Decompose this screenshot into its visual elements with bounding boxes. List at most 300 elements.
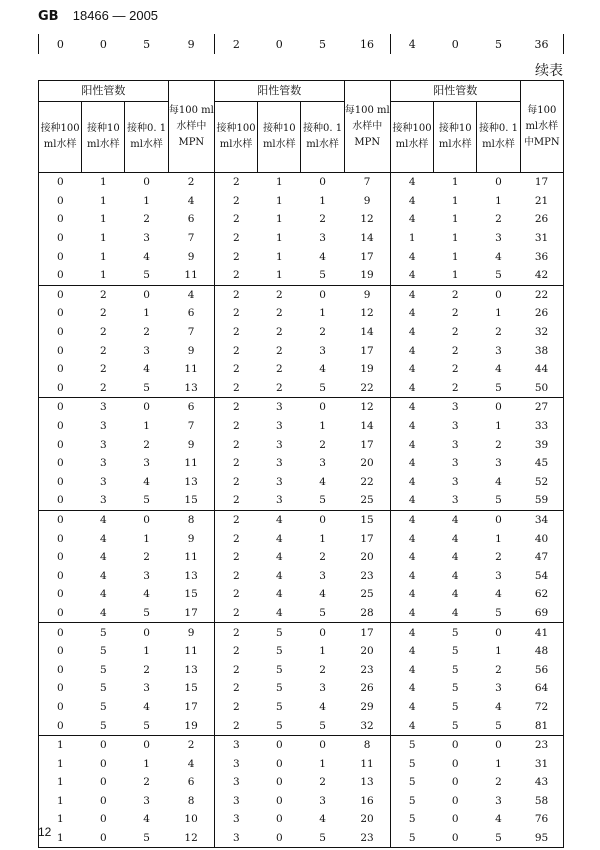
table-row <box>39 247 564 266</box>
table-cell: 6 <box>168 773 214 792</box>
table-cell: 2 <box>214 454 257 473</box>
table-cell: 3 <box>495 794 502 807</box>
table-cell: 1 <box>451 269 459 282</box>
table-cell: 4 <box>168 192 214 211</box>
table-cell: 42 <box>520 266 563 285</box>
table-row <box>39 773 564 792</box>
table-row <box>39 810 564 829</box>
table-cell: 4 <box>390 716 433 735</box>
table-cell: 0 <box>39 716 82 735</box>
table-cell: 0 <box>477 398 520 417</box>
table-row <box>39 548 564 567</box>
table-cell: 2 <box>143 326 150 339</box>
table-cell: 58 <box>520 792 563 811</box>
table-cell: 43 <box>520 773 563 792</box>
table-cell: 2 <box>214 341 257 360</box>
table-cell: 2 <box>214 716 257 735</box>
table-cell: 2 <box>495 776 502 789</box>
table-cell: 4 <box>390 266 433 285</box>
table-row <box>39 623 564 642</box>
table-cell: 6 <box>168 398 214 417</box>
table-cell: 9 <box>168 623 214 642</box>
table-cell: 2 <box>214 698 257 717</box>
table-cell: 0 <box>39 417 82 436</box>
table-cell: 0 <box>301 735 344 754</box>
table-cell: 2 <box>214 548 257 567</box>
table-cell: 0 <box>100 794 107 807</box>
table-cell: 76 <box>520 810 563 829</box>
table-cell: 17 <box>168 698 214 717</box>
table-cell: 4 <box>390 323 433 342</box>
table-cell: 3 <box>495 232 502 245</box>
table-cell: 0 <box>39 285 82 304</box>
table-cell: 1 <box>143 307 150 320</box>
table-cell: 0 <box>39 454 82 473</box>
table-cell: 6 <box>168 210 214 229</box>
table-cell: 16 <box>344 34 390 54</box>
table-cell: 0 <box>39 247 82 266</box>
table-cell: 9 <box>168 529 214 548</box>
table-cell: 0 <box>301 623 344 642</box>
table-row <box>39 716 564 735</box>
table-cell: 2 <box>319 213 326 226</box>
table-cell: 5 <box>258 623 301 642</box>
table-cell: 0 <box>100 757 107 770</box>
table-cell: 2 <box>214 398 257 417</box>
table-cell: 4 <box>451 551 459 564</box>
table-cell: 2 <box>434 285 477 304</box>
table-cell: 4 <box>495 363 502 376</box>
table-cell: 0 <box>39 548 82 567</box>
table-row <box>39 379 564 398</box>
table-cell: 2 <box>214 566 257 585</box>
table-cell: 9 <box>168 34 214 54</box>
table-cell: 1 <box>495 757 502 770</box>
table-cell: 4 <box>390 642 433 661</box>
table-cell: 4 <box>100 569 107 582</box>
col-100ml-header: 接种100 ml水样 <box>39 102 82 173</box>
table-cell: 5 <box>390 773 433 792</box>
table-cell: 0 <box>39 604 82 623</box>
page-number: 12 <box>38 825 52 839</box>
table-cell: 7 <box>168 417 214 436</box>
table-cell: 4 <box>143 250 150 263</box>
table-cell: 1 <box>319 532 326 545</box>
table-cell: 5 <box>390 735 433 754</box>
table-cell: 2 <box>275 307 283 320</box>
table-cell: 3 <box>143 344 150 357</box>
table-cell: 5 <box>477 829 520 848</box>
table-cell: 0 <box>39 679 82 698</box>
mpn-header: 每100 ml水样中MPN <box>168 81 214 173</box>
table-cell: 3 <box>143 682 150 695</box>
positive-tubes-header: 阳性管数 <box>390 81 520 102</box>
table-cell: 4 <box>390 698 433 717</box>
positive-tubes-header: 阳性管数 <box>214 81 344 102</box>
table-cell: 1 <box>39 773 82 792</box>
table-cell: 1 <box>39 810 82 829</box>
table-cell: 0 <box>82 735 125 754</box>
table-cell: 4 <box>100 551 107 564</box>
table-cell: 3 <box>275 457 283 470</box>
table-cell: 19 <box>168 716 214 735</box>
table-cell: 5 <box>301 829 344 848</box>
table-cell: 0 <box>451 794 459 807</box>
table-cell: 0 <box>39 660 82 679</box>
table-cell: 21 <box>520 192 563 211</box>
table-row <box>39 266 564 285</box>
table-cell: 5 <box>143 269 150 282</box>
table-cell: 19 <box>344 266 390 285</box>
table-cell: 3 <box>451 475 459 488</box>
table-cell: 5 <box>495 494 502 507</box>
table-cell: 2 <box>232 37 240 51</box>
table-cell: 3 <box>214 735 257 754</box>
table-cell: 26 <box>344 679 390 698</box>
table-cell: 5 <box>495 719 502 732</box>
table-cell: 0 <box>451 776 459 789</box>
table-cell: 13 <box>168 566 214 585</box>
table-cell: 20 <box>344 810 390 829</box>
table-cell: 2 <box>143 551 150 564</box>
table-cell: 2 <box>214 510 257 529</box>
table-cell: 2 <box>451 307 459 320</box>
table-cell: 4 <box>319 813 326 826</box>
table-cell: 17 <box>520 173 563 192</box>
table-cell: 1 <box>39 792 82 811</box>
table-cell: 1 <box>275 269 283 282</box>
table-cell: 4 <box>390 173 433 192</box>
table-cell: 0 <box>82 829 125 848</box>
table-cell: 3 <box>214 773 257 792</box>
table-cell: 5 <box>390 829 433 848</box>
table-cell: 15 <box>344 510 390 529</box>
table-cell: 5 <box>451 645 459 658</box>
table-cell: 15 <box>168 679 214 698</box>
table-cell: 12 <box>168 829 214 848</box>
table-cell: 0 <box>39 510 82 529</box>
table-row <box>39 417 564 436</box>
table-cell: 7 <box>344 173 390 192</box>
table-cell: 9 <box>344 285 390 304</box>
table-cell: 4 <box>275 588 283 601</box>
table-cell: 0 <box>39 642 82 661</box>
table-cell: 32 <box>520 323 563 342</box>
col-10ml-header: 接种10 ml水样 <box>82 102 125 173</box>
table-cell: 0 <box>275 37 283 51</box>
table-cell: 15 <box>168 585 214 604</box>
table-cell: 5 <box>82 623 125 642</box>
table-cell: 11 <box>168 548 214 567</box>
table-cell: 3 <box>82 398 125 417</box>
table-cell: 14 <box>344 323 390 342</box>
table-cell: 0 <box>275 794 283 807</box>
table-cell: 5 <box>143 494 150 507</box>
table-cell: 11 <box>168 454 214 473</box>
table-cell: 0 <box>301 398 344 417</box>
table-cell: 3 <box>319 344 326 357</box>
table-cell: 4 <box>319 700 326 713</box>
table-cell: 4 <box>495 700 502 713</box>
table-cell: 1 <box>100 250 107 263</box>
table-cell: 2 <box>214 192 257 211</box>
table-cell: 5 <box>319 494 326 507</box>
table-cell: 2 <box>214 323 257 342</box>
table-cell: 4 <box>390 529 433 548</box>
table-cell: 4 <box>390 491 433 510</box>
table-cell: 0 <box>39 266 82 285</box>
table-cell: 5 <box>390 754 433 773</box>
table-cell: 4 <box>390 454 433 473</box>
table-cell: 0 <box>301 510 344 529</box>
table-row <box>39 304 564 323</box>
table-cell: 2 <box>214 473 257 492</box>
table-cell: 0 <box>39 34 82 54</box>
table-cell: 5 <box>319 381 326 394</box>
table-cell: 0 <box>39 398 82 417</box>
table-cell: 4 <box>143 700 150 713</box>
table-cell: 3 <box>214 754 257 773</box>
table-cell: 23 <box>520 735 563 754</box>
table-row <box>39 473 564 492</box>
table-cell: 1 <box>319 645 326 658</box>
positive-tubes-header: 阳性管数 <box>39 81 169 102</box>
table-cell: 2 <box>319 551 326 564</box>
table-cell: 4 <box>275 551 283 564</box>
table-row <box>39 510 564 529</box>
table-cell: 2 <box>143 663 150 676</box>
table-cell: 81 <box>520 716 563 735</box>
table-cell: 5 <box>100 663 107 676</box>
table-row <box>39 698 564 717</box>
table-cell: 1 <box>100 213 107 226</box>
table-cell: 22 <box>344 473 390 492</box>
table-cell: 22 <box>344 379 390 398</box>
table-cell: 4 <box>390 398 433 417</box>
table-cell: 25 <box>344 585 390 604</box>
table-cell: 0 <box>258 829 301 848</box>
table-cell: 3 <box>143 457 150 470</box>
table-cell: 8 <box>168 792 214 811</box>
table-cell: 4 <box>168 754 214 773</box>
table-row <box>39 679 564 698</box>
table-cell: 4 <box>390 510 433 529</box>
table-cell: 2 <box>214 585 257 604</box>
table-cell: 4 <box>495 475 502 488</box>
table-cell: 3 <box>100 494 107 507</box>
table-cell: 1 <box>451 213 459 226</box>
table-cell: 4 <box>495 813 502 826</box>
table-cell: 2 <box>214 604 257 623</box>
table-cell: 3 <box>143 569 150 582</box>
table-cell: 50 <box>520 379 563 398</box>
standard-number: 18466 — 2005 <box>72 8 159 23</box>
standard-prefix: GB <box>38 9 59 24</box>
table-cell: 5 <box>143 719 150 732</box>
table-cell: 3 <box>275 494 283 507</box>
table-row <box>39 398 564 417</box>
table-cell: 1 <box>39 829 82 848</box>
table-row <box>39 341 564 360</box>
table-cell: 2 <box>495 551 502 564</box>
table-cell: 5 <box>143 606 150 619</box>
table-row <box>39 735 564 754</box>
table-cell: 4 <box>390 435 433 454</box>
table-cell: 0 <box>39 623 82 642</box>
table-row <box>39 529 564 548</box>
table-cell: 39 <box>520 435 563 454</box>
table-row <box>39 604 564 623</box>
table-cell: 3 <box>214 810 257 829</box>
table-cell: 23 <box>344 829 390 848</box>
table-cell: 3 <box>143 794 150 807</box>
table-cell: 1 <box>434 173 477 192</box>
table-cell: 2 <box>495 663 502 676</box>
continued-label: 续表 <box>535 63 563 79</box>
table-cell: 2 <box>258 285 301 304</box>
table-cell: 3 <box>319 794 326 807</box>
table-cell: 4 <box>390 360 433 379</box>
table-cell: 0 <box>39 585 82 604</box>
table-cell: 20 <box>344 548 390 567</box>
table-cell: 0 <box>275 813 283 826</box>
table-cell: 0 <box>125 623 168 642</box>
col-100ml-header: 接种100 ml水样 <box>214 102 257 173</box>
table-cell: 4 <box>451 606 459 619</box>
table-cell: 4 <box>451 569 459 582</box>
table-row <box>39 323 564 342</box>
table-cell: 5 <box>319 606 326 619</box>
table-cell: 1 <box>39 754 82 773</box>
table-cell: 4 <box>390 210 433 229</box>
table-cell: 1 <box>319 420 326 433</box>
table-cell: 4 <box>390 379 433 398</box>
table-cell: 3 <box>100 438 107 451</box>
table-cell: 8 <box>344 735 390 754</box>
table-cell: 2 <box>319 326 326 339</box>
table-cell: 3 <box>451 494 459 507</box>
table-cell: 5 <box>125 829 168 848</box>
table-cell: 0 <box>477 735 520 754</box>
table-cell: 59 <box>520 491 563 510</box>
table-cell: 4 <box>390 566 433 585</box>
col-01ml-header: 接种0. 1 ml水样 <box>301 102 344 173</box>
table-cell: 12 <box>344 304 390 323</box>
table-cell: 4 <box>275 532 283 545</box>
table-cell: 11 <box>168 360 214 379</box>
table-cell: 5 <box>451 682 459 695</box>
table-cell: 12 <box>344 210 390 229</box>
table-cell: 9 <box>168 341 214 360</box>
table-cell: 1 <box>451 250 459 263</box>
table-cell: 12 <box>344 398 390 417</box>
table-cell: 1 <box>143 194 150 207</box>
table-cell: 0 <box>125 735 168 754</box>
table-cell: 2 <box>495 438 502 451</box>
table-cell: 2 <box>495 326 502 339</box>
table-cell: 4 <box>495 588 502 601</box>
table-row <box>39 173 564 192</box>
table-cell: 0 <box>275 757 283 770</box>
table-cell: 1 <box>143 420 150 433</box>
table-cell: 1 <box>143 532 150 545</box>
table-cell: 19 <box>344 360 390 379</box>
table-cell: 0 <box>125 173 168 192</box>
table-row <box>39 754 564 773</box>
table-row <box>39 210 564 229</box>
table-cell: 0 <box>451 813 459 826</box>
table-cell: 2 <box>214 435 257 454</box>
table-cell: 5 <box>451 663 459 676</box>
table-cell: 26 <box>520 210 563 229</box>
table-cell: 4 <box>451 532 459 545</box>
table-cell: 3 <box>495 569 502 582</box>
table-cell: 17 <box>344 435 390 454</box>
table-cell: 36 <box>520 247 563 266</box>
table-cell: 1 <box>495 532 502 545</box>
table-cell: 1 <box>451 194 459 207</box>
table-cell: 5 <box>275 682 283 695</box>
table-cell: 69 <box>520 604 563 623</box>
table-cell: 22 <box>520 285 563 304</box>
table-cell: 27 <box>520 398 563 417</box>
table-cell: 48 <box>520 642 563 661</box>
table-cell: 3 <box>275 475 283 488</box>
table-cell: 23 <box>344 660 390 679</box>
table-row <box>39 642 564 661</box>
table-cell: 36 <box>520 34 563 54</box>
table-cell: 4 <box>100 588 107 601</box>
table-cell: 5 <box>319 37 327 51</box>
table-cell: 2 <box>214 304 257 323</box>
mpn-header: 每100 ml水样中MPN <box>344 81 390 173</box>
table-cell: 1 <box>319 307 326 320</box>
table-cell: 1 <box>319 757 326 770</box>
table-cell: 4 <box>275 606 283 619</box>
table-cell: 0 <box>125 398 168 417</box>
table-cell: 4 <box>319 363 326 376</box>
table-cell: 0 <box>477 173 520 192</box>
table-cell: 64 <box>520 679 563 698</box>
table-cell: 0 <box>39 173 82 192</box>
table-cell: 4 <box>390 192 433 211</box>
table-cell: 1 <box>100 232 107 245</box>
table-cell: 0 <box>39 435 82 454</box>
table-cell: 28 <box>344 604 390 623</box>
col-01ml-header: 接种0. 1 ml水样 <box>125 102 168 173</box>
table-cell: 2 <box>168 173 214 192</box>
table-cell: 38 <box>520 341 563 360</box>
table-cell: 11 <box>168 266 214 285</box>
table-cell: 3 <box>100 475 107 488</box>
table-cell: 2 <box>214 642 257 661</box>
table-cell: 0 <box>39 566 82 585</box>
table-cell: 1 <box>495 194 502 207</box>
table-cell: 5 <box>434 623 477 642</box>
table-cell: 4 <box>143 588 150 601</box>
table-cell: 2 <box>275 363 283 376</box>
table-cell: 0 <box>39 360 82 379</box>
table-cell: 3 <box>143 232 150 245</box>
table-cell: 0 <box>100 813 107 826</box>
table-cell: 5 <box>275 663 283 676</box>
table-cell: 5 <box>495 269 502 282</box>
table-cell: 0 <box>39 210 82 229</box>
table-cell: 4 <box>390 623 433 642</box>
table-cell: 3 <box>451 420 459 433</box>
table-cell: 2 <box>451 363 459 376</box>
table-cell: 0 <box>275 776 283 789</box>
